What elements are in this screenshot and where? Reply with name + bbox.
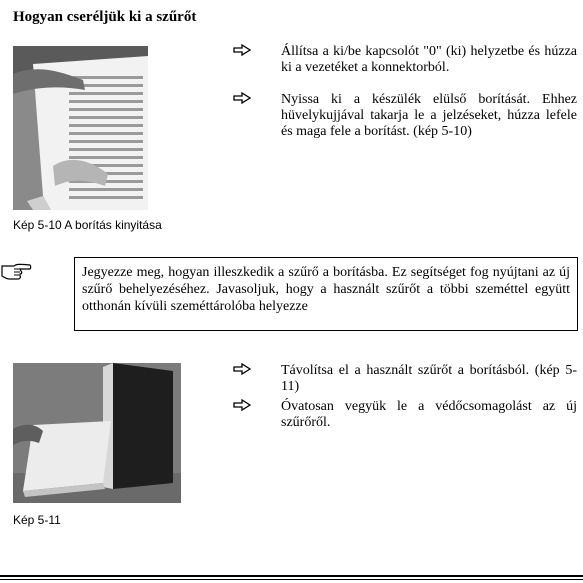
hollow-arrow-icon [233,44,251,56]
step-unwrap-new-filter: Óvatosan vegyük le a védőcsomagolást az új szűrőről. [281,399,577,430]
figure-caption-5-11: Kép 5-11 [13,513,61,527]
photo-opening-cover [13,46,148,210]
hollow-arrow-icon [233,363,251,375]
footer-rule [0,575,583,577]
footer-rule-thin [0,579,583,580]
page-title: Hogyan cseréljük ki a szűrőt [13,9,197,25]
hollow-arrow-icon [233,92,251,104]
figure-caption-5-10: Kép 5-10 A borítás kinyitása [13,218,162,232]
hollow-arrow-icon [233,399,251,411]
note-box: Jegyezze meg, hogyan illeszkedik a szűrő a borításba. Ez segítséget fog nyújtani az új szűrő behelyezéséhez. Javasoljuk, hogy a használt szűrőt a többi szeméttel együtt otthonán kívüli szeméttárolóba helyezze [74,257,578,331]
step-switch-off: Állítsa a ki/be kapcsolót "0" (ki) helyzetbe és húzza ki a vezetéket a konnektorból. [281,44,577,75]
pointing-hand-icon [0,260,32,282]
photo-remove-filter [13,363,181,503]
step-remove-filter: Távolítsa el a használt szűrőt a borításból. (kép 5-11) [281,363,577,394]
step-open-cover: Nyissa ki a készülék elülső borítását. Ehhez hüvelykujjával takarja le a jelzéseket, húzza lefele és maga fele a borítást. (kép 5-10) [281,92,577,139]
